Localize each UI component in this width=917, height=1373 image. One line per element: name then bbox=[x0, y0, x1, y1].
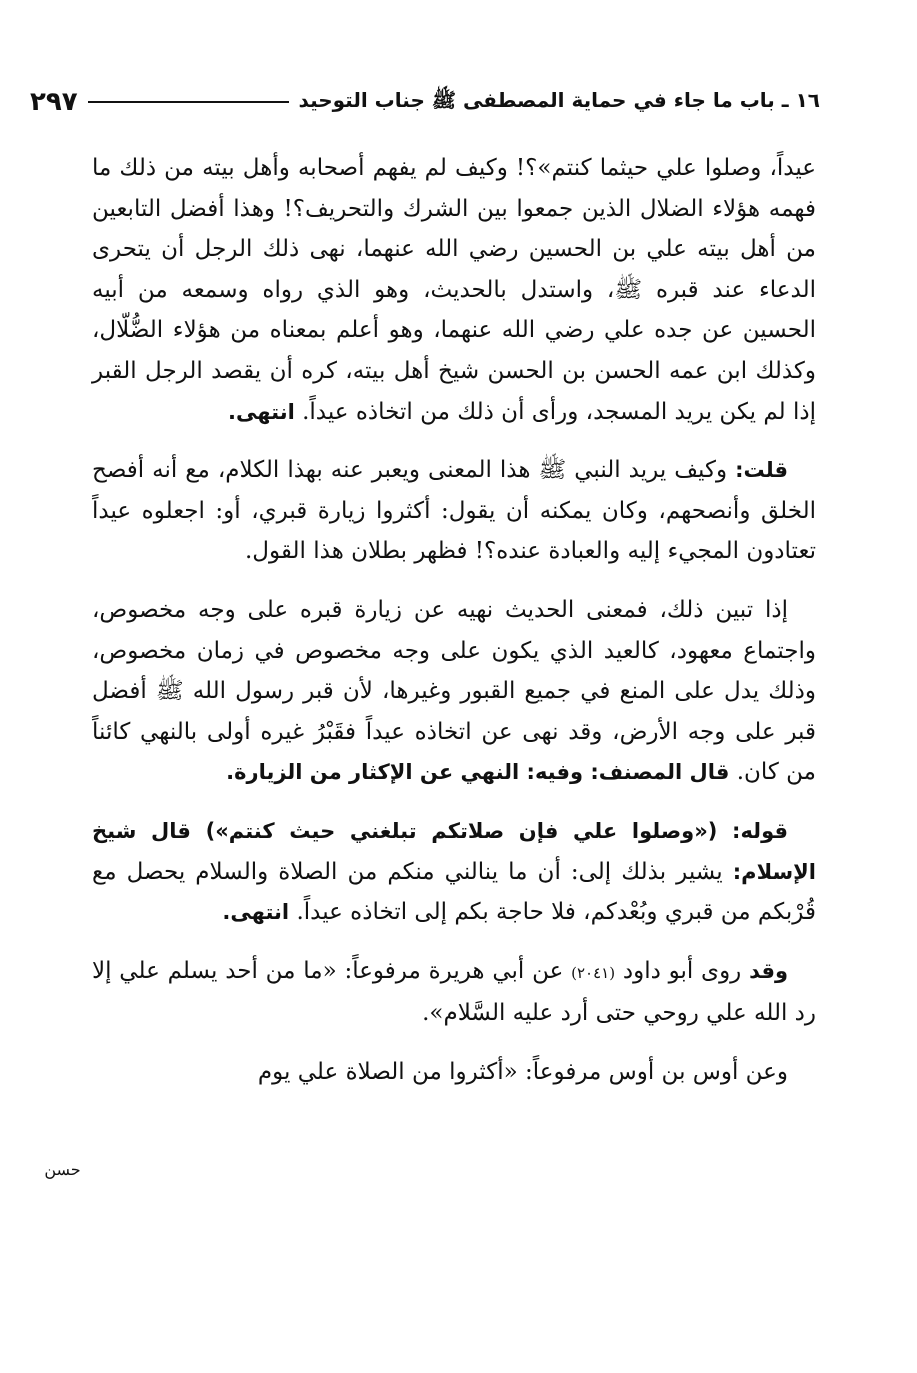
paragraph-text: يشير بذلك إلى: أن ما ينالني منكم من الصلاة والسلام يحصل مع قُرْبكم من قبري وبُعْدكم، فلا حاجة بكم إلى اتخاذه عيداً. bbox=[92, 858, 816, 926]
paragraph-text: إذا تبين ذلك، فمعنى الحديث نهيه عن زيارة قبره على وجه مخصوص، واجتماع معهود، كالعيد الذي يكون على وجه مخصوص في زمان مخصوص، وذلك يدل على المنع في جميع القبور وغيرها، لأن قبر رسول الله ﷺ أفضل قبر على وجه الأرض، وقد نهى عن اتخاذه عيداً فقَبْرُ غيره أولى بالنهي كائناً من كان. bbox=[92, 596, 816, 786]
running-header bbox=[30, 82, 820, 122]
author-note: قال المصنف: وفيه: النهي عن الإكثار من الزيارة. bbox=[226, 760, 730, 785]
quote-lead: قوله: («وصلوا علي فإن صلاتكم تبلغني حيث كنتم») قال شيخ الإسلام: bbox=[92, 818, 817, 884]
hadith-reference: (٢٠٤١) bbox=[571, 963, 616, 982]
paragraph-2 bbox=[92, 450, 816, 572]
page-number: ٢٩٧ bbox=[30, 87, 78, 117]
paragraph-text: عن أبي هريرة مرفوعاً: «ما من أحد يسلم علي إلا رد الله علي روحي حتى أرد عليه السَّلام». bbox=[92, 957, 816, 1027]
paragraph-text: وكيف يريد النبي ﷺ هذا المعنى ويعبر عنه بهذا الكلام، مع أنه أفصح الخلق وأنصحهم، وكان يمكنه أن يقول: أكثروا زيارة قبري، أو: اجعلوه عيداً تعتادون المجيء إليه والعبادة عنده؟! فظهر بطلان هذا القول. bbox=[92, 457, 816, 565]
end-marker: انتهى. bbox=[228, 399, 295, 424]
body-text bbox=[92, 148, 816, 1110]
paragraph-4 bbox=[92, 811, 816, 933]
paragraph-5 bbox=[92, 951, 816, 1034]
paragraph-text: وعن أوس بن أوس مرفوعاً: «أكثروا من الصلاة علي يوم bbox=[257, 1058, 788, 1085]
paragraph-3 bbox=[92, 590, 816, 793]
end-marker: انتهى. bbox=[222, 900, 290, 925]
lead-word: قلت: bbox=[735, 458, 789, 483]
paragraph-6 bbox=[92, 1052, 816, 1093]
header-rule bbox=[88, 101, 289, 103]
lead-word: وقد bbox=[749, 958, 788, 983]
paragraph-1 bbox=[92, 148, 816, 432]
chapter-title: ١٦ ـ باب ما جاء في حماية المصطفى ﷺ جناب التوحيد bbox=[298, 87, 820, 112]
paragraph-text-before-ref: روى أبو داود bbox=[622, 957, 742, 984]
paragraph-text: عيداً، وصلوا علي حيثما كنتم»؟! وكيف لم يفهم أصحابه وأهل بيته من ذلك ما فهمه هؤلاء الضلال الذين جمعوا بين الشرك والتحريف؟! وهذا أفضل التابعين من أهل بيته علي بن الحسين رضي الله عنهما، نهى ذلك الرجل أن يتحرى الدعاء عند قبره ﷺ، واستدل بالحديث، وهو الذي رواه وسمعه من أبيه الحسين عن جده علي رضي الله عنهما، وهو أعلم بمعناه من هؤلاء الضُّلّال، وكذلك ابن عمه الحسن بن الحسن شيخ أهل بيته، كره أن يقصد الرجل القبر إذا لم يكن يريد المسجد، ورأى أن ذلك من اتخاذه عيداً. bbox=[92, 155, 816, 425]
margin-grade-note: حسن bbox=[44, 1160, 81, 1179]
